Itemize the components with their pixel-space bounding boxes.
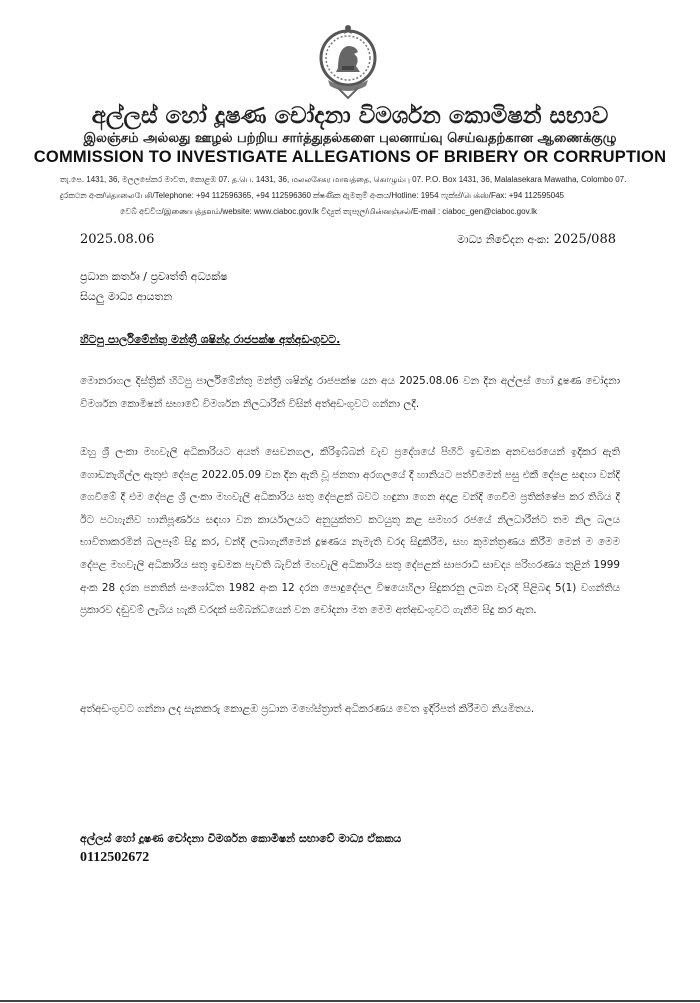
paragraph-allegations: ඔහු ශ්‍රී ලංකා මහවැලි අධිකාරියට අයත් සෙවනගල, කිරිඉබ්බන් වැව ප්‍රදේශයේ පිහිටි ඉඩමක අනවසරයෙන් ඉදිකර ඇති ගොඩනැගිල්ල ඇතුළු දේපළ 2022.05.09 වන දින ඇති වූ ජනතා අරගලයේ දී හානියට පත්වීමෙන් පසු එකී දේපළ සඳහා වන්දි ගෙවීමේ දී එම දේපළ ශ්‍රී ලංකා මහවැලි අධිකාරිය සතු දේපළක් බවට හඳුනා ගෙන අදාළ වන්දි ගෙවීම ප්‍රතික්ෂේප කර තිබිය දී ඊට පටහැනිව හානිපූර්ණය සඳහා වන කාර්යාලයට අනුයුක්තව කටයුතු කළ සමහර රජයේ නිලධාරීන්ට තම නිල බලය භාවිතාකරමින් බලපෑම් සිදු කර, වන්දි ලබාගැනීමෙන් දූෂණය නැමැති වරද සිදුකිරීම, සහ කුමන්ත්‍රණය කිරීම මෙන් ම මෙම දේපළ මහවැලි අධිකාරිය සතු ඉඩමක පැවති බැවින් මහවැලි අධිකාරිය සතු දේපළක් සාපරාධී සාවද්‍ය පරිහරණය තුළින් 1999 අංක 28 දරන පනතින් සංශෝධිත 1982 අංක 12 දරන පොදුදේපල විෂයෙහිලා සිදුකරනු ලබන වැරදි පිළිබඳ 5(1) වගන්තිය ප්‍රකාරව දඬුවම් ලැබිය හැකි වරදක් සම්බන්ධයෙන් වන චෝදනා මත මෙම අත්අඩංගුවට ගැනීම සිදු කර ඇත. [80, 446, 620, 617]
web-email-line: වෙබ් අඩවිය/இணையத்தளம்/website: www.ciaboc.gov.lk විද්‍යුත් තැපෑල/மின்னஞ்சல்/E-mail : ciaboc_gen@ciaboc.gov.lk [120, 207, 537, 216]
release-reference [457, 232, 616, 247]
paragraph-court: අත්අඩංගුවට ගන්නා ලද සැකකරු කොළඹ ප්‍රධාන මහේස්ත්‍රාත් අධිකරණය වෙත ඉදිරිපත් කිරීමට නියමිතය. [80, 703, 535, 715]
postal-address: තැ.පෙ. 1431, 36, මලලසේකර මාවත, කොළඹ 07. த.பெ. 1431, 36, மலலசேகர மாவத்தை, கொழும்பு 07. P.O. Box 1431, 36, Malalasekara Mawatha, Colombo 07. [60, 175, 627, 184]
reference-label: මාධ්‍ය නිවේදන අංක: [457, 233, 550, 246]
commission-name-sinhala: අල්ලස් හෝ දූෂණ චෝදනා විමර්ශන කොමිෂන් සභාව [91, 103, 609, 129]
commission-name-english: COMMISSION TO INVESTIGATE ALLEGATIONS OF BRIBERY OR CORRUPTION [33, 148, 667, 166]
paragraph-arrest: මොනරාගල දිස්ත්‍රික් හිටපු පාර්ලිමේන්තු මන්ත්‍රී ශෂින්ද්‍ර රාජපක්ෂ යන අය 2025.08.06 වන දින අල්ලස් හෝ දූෂණ චෝදනා විමර්ශන කොමිෂන් සභාවේ විමර්ශන නිලධාරීන් විසින් අත්අඩංගුවට ගන්නා ලදී. [80, 375, 620, 410]
sri-lanka-state-emblem-icon [316, 22, 380, 100]
release-subject: හිටපු පාර්ලිමේන්තු මන්ත්‍රී ශෂින්ද්‍ර රාජපක්ෂ අත්අඩංගුවට. [80, 333, 341, 346]
reference-number: 2025/088 [553, 232, 616, 247]
commission-name-tamil: இலஞ்சம் அல்லது ஊழல் பற்றிய சார்த்துதல்களை புலனாய்வு செய்வதற்கான ஆணைக்குழு [83, 131, 617, 146]
addressee-media: සියලු මාධ්‍ය ආයතන [80, 290, 173, 303]
media-unit-signature: අල්ලස් හෝ දූෂණ චෝදනා විමර්ශන කොමිෂන් සභාවේ මාධ්‍ය ඒකකය [80, 832, 402, 845]
release-date: 2025.08.06 [80, 232, 155, 247]
addressee-editor: ප්‍රධාන කර්තෘ / ප්‍රවෘත්ති අධ්‍යක්ෂ [80, 270, 228, 283]
phone-fax-line: දුරකථන අංක/தொலைபேசி/Telephone: +94 112596365, +94 112596360 ක්ෂණික ඇමතුම් අංකය/Hotline: 1954 ෆැක්ස්/பெக்ஸ்/Fax: +94 112595045 [60, 191, 564, 200]
page-bottom-border [0, 1000, 700, 1002]
media-unit-phone: 0112502672 [80, 850, 150, 865]
